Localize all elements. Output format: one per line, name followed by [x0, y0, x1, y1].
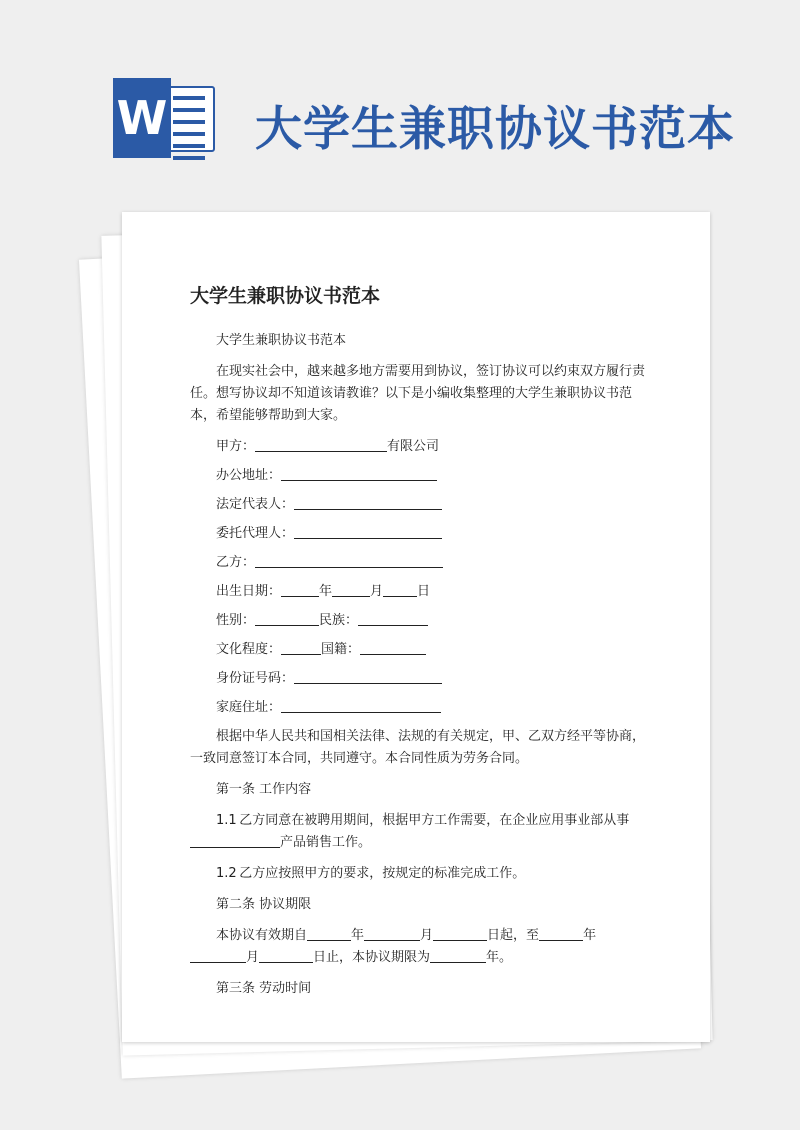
party-b-blank [255, 553, 443, 568]
field-birth [216, 581, 650, 604]
intro-paragraph: 在现实社会中，越来越多地方需要用到协议，签订协议可以约束双方履行责任。想写协议却不知道该请教谁？以下是小编收集整理的大学生兼职协议书范本，希望能够帮助到大家。 [190, 364, 646, 423]
field-education [216, 639, 650, 662]
legal-rep-label: 法定代表人： [216, 497, 295, 512]
basis-paragraph: 根据中华人民共和国相关法律、法规的有关规定，甲、乙双方经平等协商，一致同意签订本合同，共同遵守。本合同性质为劳务合同。 [190, 729, 646, 766]
field-office [216, 465, 650, 488]
term-length-blank [430, 948, 486, 963]
id-blank [294, 669, 442, 684]
nationality-label: 国籍： [321, 642, 361, 657]
birth-year-unit: 年 [319, 584, 333, 599]
birth-label: 出生日期： [216, 584, 282, 599]
article-3-heading: 第三条 劳动时间 [216, 981, 312, 996]
education-label: 文化程度： [216, 642, 282, 657]
article-1-heading: 第一条 工作内容 [216, 782, 312, 797]
clause-1-1-number: 1.1 [216, 813, 237, 828]
word-icon [113, 78, 217, 158]
gender-label: 性别： [216, 613, 256, 628]
agent-blank [294, 524, 442, 539]
term-intro: 本协议有效期自 [216, 928, 308, 943]
header [0, 0, 800, 200]
document-body [190, 284, 650, 1009]
office-label: 办公地址： [216, 468, 282, 483]
term-end-day-blank [259, 948, 313, 963]
term-end-year-blank [539, 926, 583, 941]
ethnic-label: 民族： [319, 613, 359, 628]
party-a-label: 甲方： [216, 439, 256, 454]
field-legal-rep [216, 494, 650, 517]
birth-day-unit: 日 [417, 584, 431, 599]
party-a-suffix: 有限公司 [387, 439, 440, 454]
legal-rep-blank [294, 495, 442, 510]
clause-1-1-text: 乙方同意在被聘用期间，根据甲方工作需要，在企业应用事业部从事 [239, 813, 630, 828]
word-icon-letter: W [113, 78, 171, 158]
term-start-year-blank [307, 926, 351, 941]
term-start-month-blank [364, 926, 420, 941]
gender-blank [255, 611, 319, 626]
clause-1-1-blank [190, 833, 280, 848]
term-years-unit: 年。 [486, 950, 513, 965]
term-start-day-blank [433, 926, 487, 941]
document-page [122, 212, 710, 1042]
address-blank [281, 698, 441, 713]
clause-1-2 [190, 863, 650, 885]
party-a-blank [255, 437, 387, 452]
agent-label: 委托代理人： [216, 526, 295, 541]
field-gender-ethnic [216, 610, 650, 633]
clause-1-1-tail: 产品销售工作。 [280, 835, 372, 850]
office-blank [281, 466, 437, 481]
term-end-month-blank [190, 948, 246, 963]
birth-month-unit: 月 [370, 584, 384, 599]
term-month-unit: 月 [420, 928, 434, 943]
field-address [216, 697, 650, 720]
address-label: 家庭住址： [216, 700, 282, 715]
document-title: 大学生兼职协议书范本 [190, 285, 381, 307]
document-subtitle: 大学生兼职协议书范本 [216, 333, 347, 348]
article-2-heading: 第二条 协议期限 [216, 897, 312, 912]
field-party-a [216, 436, 650, 459]
birth-year-blank [281, 582, 319, 597]
id-label: 身份证号码： [216, 671, 295, 686]
field-agent [216, 523, 650, 546]
ethnic-blank [358, 611, 428, 626]
term-start-text: 日起，至 [487, 928, 540, 943]
term-end-text: 日止，本协议期限为 [313, 950, 431, 965]
term-paragraph [190, 925, 650, 969]
field-party-b [216, 552, 650, 575]
party-b-label: 乙方： [216, 555, 256, 570]
education-blank [281, 640, 321, 655]
term-year2-unit: 年 [583, 928, 597, 943]
nationality-blank [360, 640, 426, 655]
clause-1-2-number: 1.2 [216, 866, 237, 881]
term-year-unit: 年 [351, 928, 365, 943]
term-month2-unit: 月 [246, 950, 260, 965]
field-id [216, 668, 650, 691]
birth-day-blank [383, 582, 417, 597]
birth-month-blank [332, 582, 370, 597]
clause-1-1 [190, 810, 650, 854]
clause-1-2-text: 乙方应按照甲方的要求，按规定的标准完成工作。 [239, 866, 526, 881]
page-title: 大学生兼职协议书范本 [255, 102, 735, 157]
